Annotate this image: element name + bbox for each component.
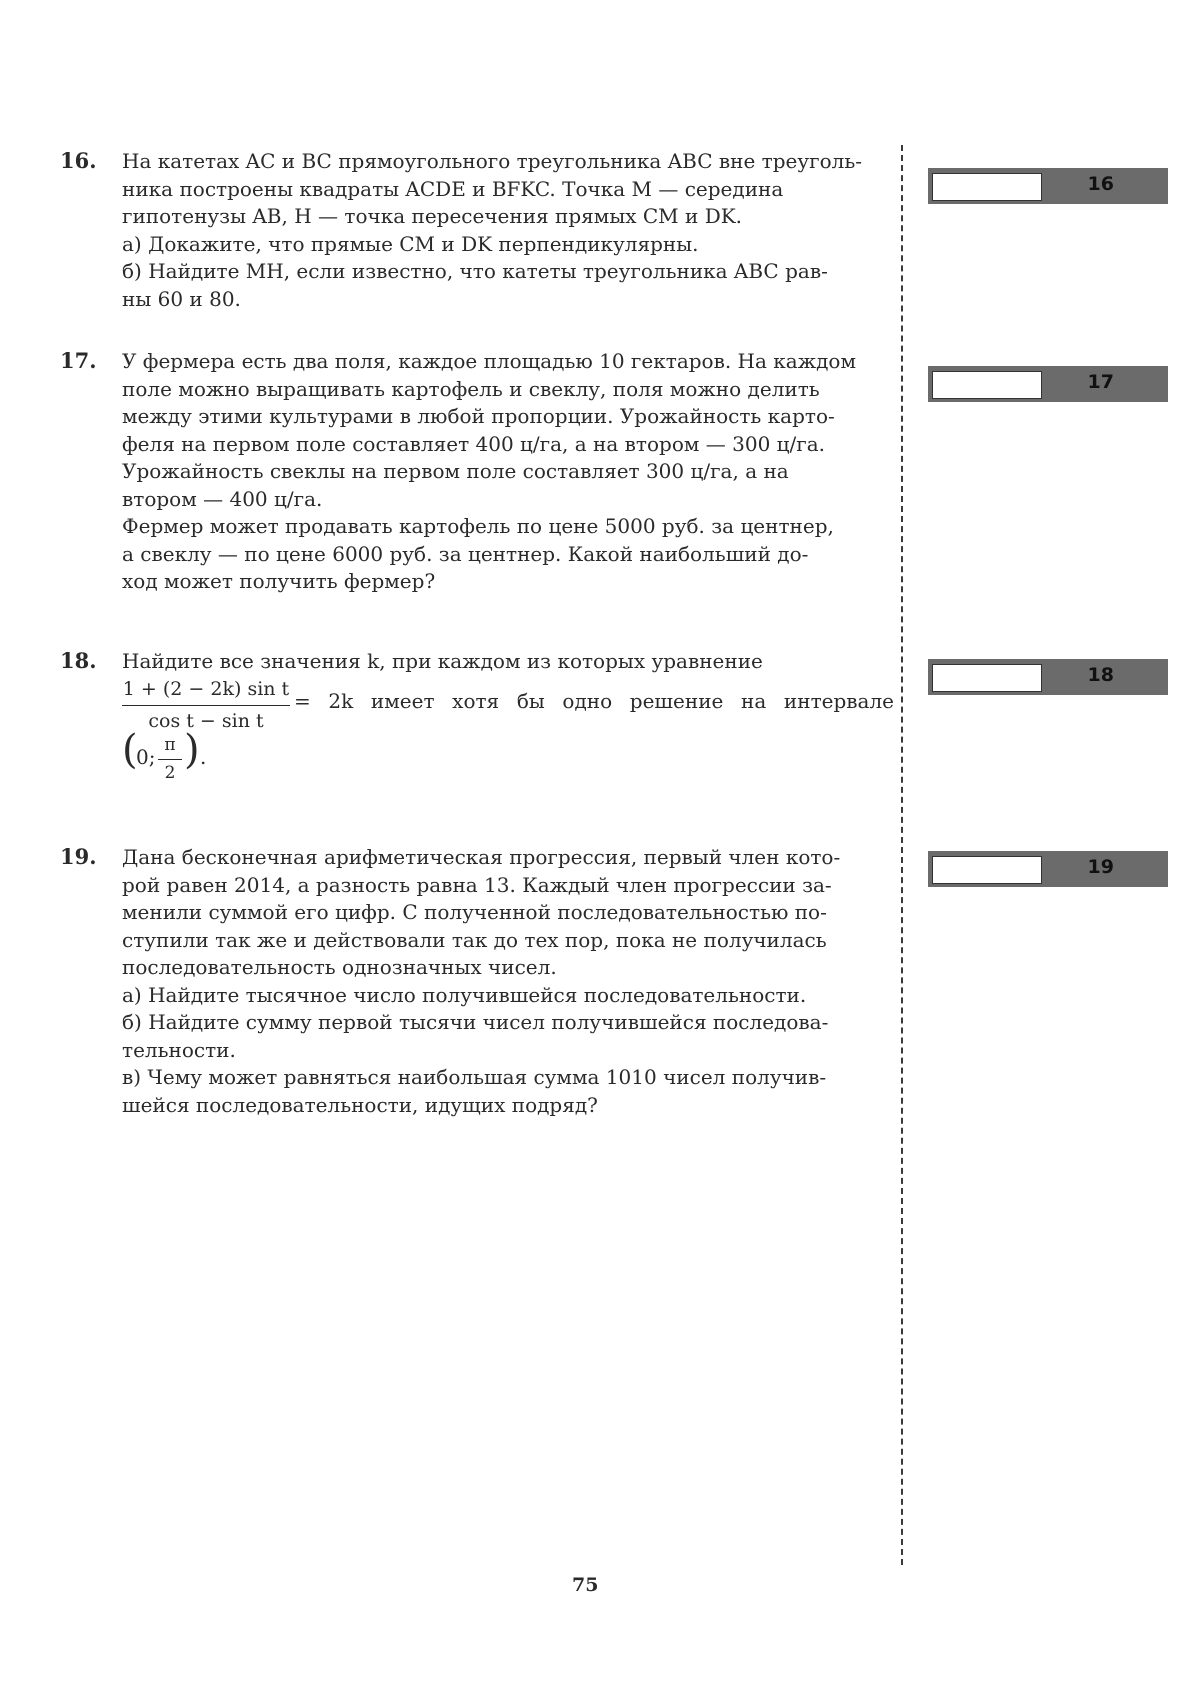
problem-text — [122, 148, 894, 313]
answer-box-18 — [928, 659, 1168, 695]
answer-box-16 — [928, 168, 1168, 204]
problem-text — [122, 844, 894, 1119]
text-line: феля на первом поле составляет 400 ц/га, а на втором — 300 ц/га. — [122, 431, 826, 456]
answer-field[interactable] — [932, 664, 1042, 692]
cut-line — [901, 145, 903, 1565]
fraction-denominator: cos t − sin t — [148, 710, 264, 732]
text-line: ход может получить фермер? — [122, 569, 436, 593]
text-line: ны 60 и 80. — [122, 286, 241, 311]
text-line: а) Докажите, что прямые CM и DK перпендикулярны. — [122, 231, 699, 256]
text-line: У фермера есть два поля, каждое площадью 10 гектаров. На каждом — [122, 349, 857, 373]
two-symbol: 2 — [164, 763, 176, 783]
pi-symbol: π — [158, 732, 182, 761]
equation-fraction — [122, 676, 290, 736]
text-line: шейся последовательности, идущих подряд? — [122, 1092, 598, 1117]
text-line: Фермер может продавать картофель по цене 5000 руб. за центнер, — [122, 514, 834, 538]
text-line: а свеклу — по цене 6000 руб. за центнер. Какой наибольший до- — [122, 541, 809, 566]
problem-number: 18. — [60, 648, 97, 673]
text-line: поле можно выращивать картофель и свеклу, поля можно делить — [122, 376, 820, 401]
answer-label: 19 — [1087, 856, 1114, 878]
problem-number: 17. — [60, 348, 97, 373]
interval — [122, 726, 894, 784]
answer-box-19 — [928, 851, 1168, 887]
answer-label: 16 — [1087, 173, 1114, 195]
answer-label: 17 — [1087, 371, 1114, 393]
text-line: б) Найдите сумму первой тысячи чисел получившейся последова- — [122, 1010, 829, 1034]
text-line: б) Найдите MH, если известно, что катеты треугольника ABC рав- — [122, 259, 828, 283]
text-line: ступили так же и действовали так до тех пор, пока не получилась — [122, 927, 827, 952]
right-paren: ) — [184, 726, 200, 773]
problem-number: 19. — [60, 844, 97, 869]
page-number: 75 — [572, 1574, 599, 1596]
text-line: Урожайность свеклы на первом поле составляет 300 ц/га, а на — [122, 459, 789, 483]
interval-end: . — [200, 744, 207, 769]
interval-start: 0; — [136, 744, 156, 769]
answer-box-17 — [928, 366, 1168, 402]
fraction-numerator: 1 + (2 − 2k) sin t — [122, 676, 290, 707]
problem-number: 16. — [60, 148, 97, 173]
problem-text — [122, 348, 894, 596]
text-line: менили суммой его цифр. С полученной последовательностью по- — [122, 900, 827, 924]
answer-field[interactable] — [932, 371, 1042, 399]
text-line: На катетах AC и BC прямоугольного треугольника ABC вне треуголь- — [122, 149, 862, 173]
text-line: втором — 400 ц/га. — [122, 486, 323, 511]
text-line: в) Чему может равняться наибольшая сумма 1010 чисел получив- — [122, 1065, 827, 1089]
text-line: последовательность однозначных чисел. — [122, 955, 557, 979]
answer-field[interactable] — [932, 856, 1042, 884]
answer-field[interactable] — [932, 173, 1042, 201]
left-paren: ( — [122, 726, 138, 773]
pi-over-two — [158, 732, 182, 788]
equation-rest: = 2k имеет хотя бы одно решение на интервале — [294, 688, 894, 713]
text-line: между этими культурами в любой пропорции. Урожайность карто- — [122, 404, 835, 428]
problem-text — [122, 648, 894, 784]
answer-label: 18 — [1087, 664, 1114, 686]
text-line: Найдите все значения k, при каждом из которых уравнение — [122, 649, 763, 673]
text-line: рой равен 2014, а разность равна 13. Каждый член прогрессии за- — [122, 872, 832, 897]
text-line: а) Найдите тысячное число получившейся последовательности. — [122, 982, 807, 1007]
text-line: ника построены квадраты ACDE и BFKC. Точка M — середина — [122, 176, 784, 201]
text-line: гипотенузы AB, H — точка пересечения прямых CM и DK. — [122, 204, 743, 228]
text-line: Дана бесконечная арифметическая прогрессия, первый член кото- — [122, 845, 841, 869]
equation-row — [122, 676, 894, 732]
text-line: тельности. — [122, 1037, 236, 1062]
